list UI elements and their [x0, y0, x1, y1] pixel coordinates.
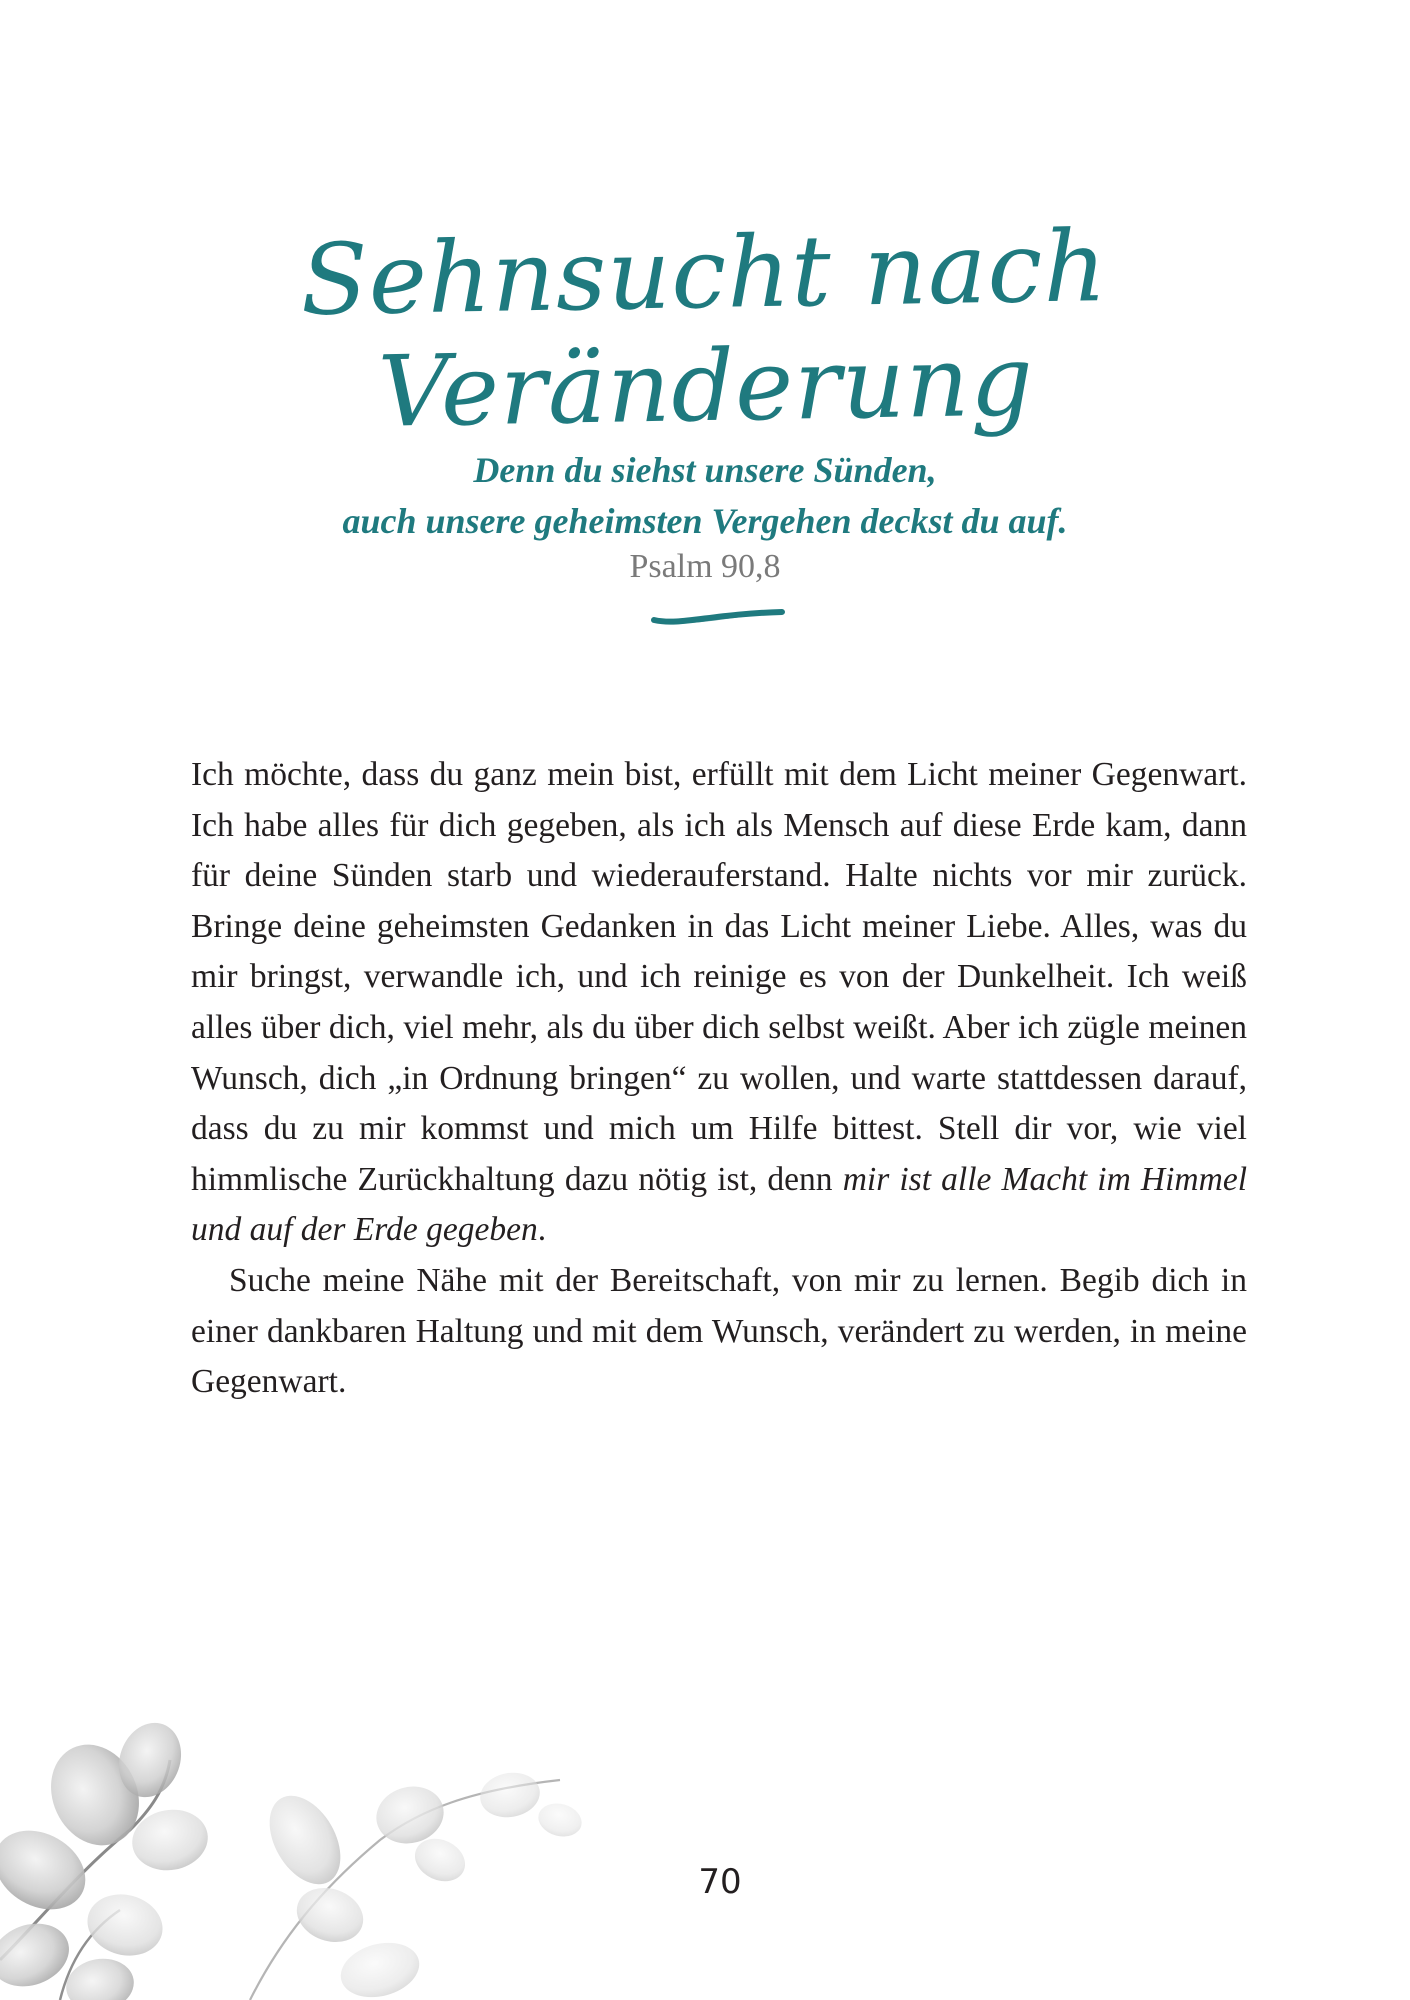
- verse-line-1: Denn du siehst unsere Sünden,: [473, 450, 937, 490]
- swash-divider-icon: [650, 604, 786, 630]
- verse-reference: Psalm 90,8: [629, 548, 781, 585]
- eucalyptus-leaves-icon: [0, 1720, 620, 2000]
- page-number: 70: [698, 1862, 742, 1902]
- paragraph-2: Suche meine Nähe mit der Bereitschaft, von mir zu lernen. Begib dich in einer dankbaren Haltung und mit dem Wunsch, verändert zu werden, in meine Gegenwart.: [191, 1261, 1247, 1401]
- paragraph-1-emphasis: mir ist alle Macht im Himmel und auf der Erde gegeben: [191, 1160, 1247, 1249]
- paragraph-1-text: Ich möchte, dass du ganz mein bist, erfüllt mit dem Licht meiner Gegenwart. Ich habe alles für dich gegeben, als ich als Mensch auf diese Erde kam, dann für deine Sünden starb und wiederauferstand. Halte nichts vor mir zurück. Bringe deine geheimsten Gedanken in das Licht meiner Liebe. Alles, was du mir bringst, verwandle ich, und ich reinige es von der Dunkelheit. Ich weiß alles über dich, viel mehr, als du über dich selbst weißt. Aber ich zügle meinen Wunsch, dich „in Ordnung bringen“ zu wollen, und warte stattdessen darauf, dass du zu mir kommst und mich um Hilfe bittest. Stell dir vor, wie viel himmlische Zurückhaltung dazu nötig ist, denn: [191, 756, 1247, 1198]
- chapter-title: Sehnsucht nach Veränderung: [299, 209, 1109, 450]
- bible-verse: [0, 445, 1410, 547]
- body-text: [191, 750, 1247, 1408]
- paragraph-1-end: .: [537, 1211, 547, 1249]
- paragraph-1: [191, 750, 1247, 1256]
- verse-line-2: auch unsere geheimsten Vergehen deckst du auf.: [342, 501, 1068, 541]
